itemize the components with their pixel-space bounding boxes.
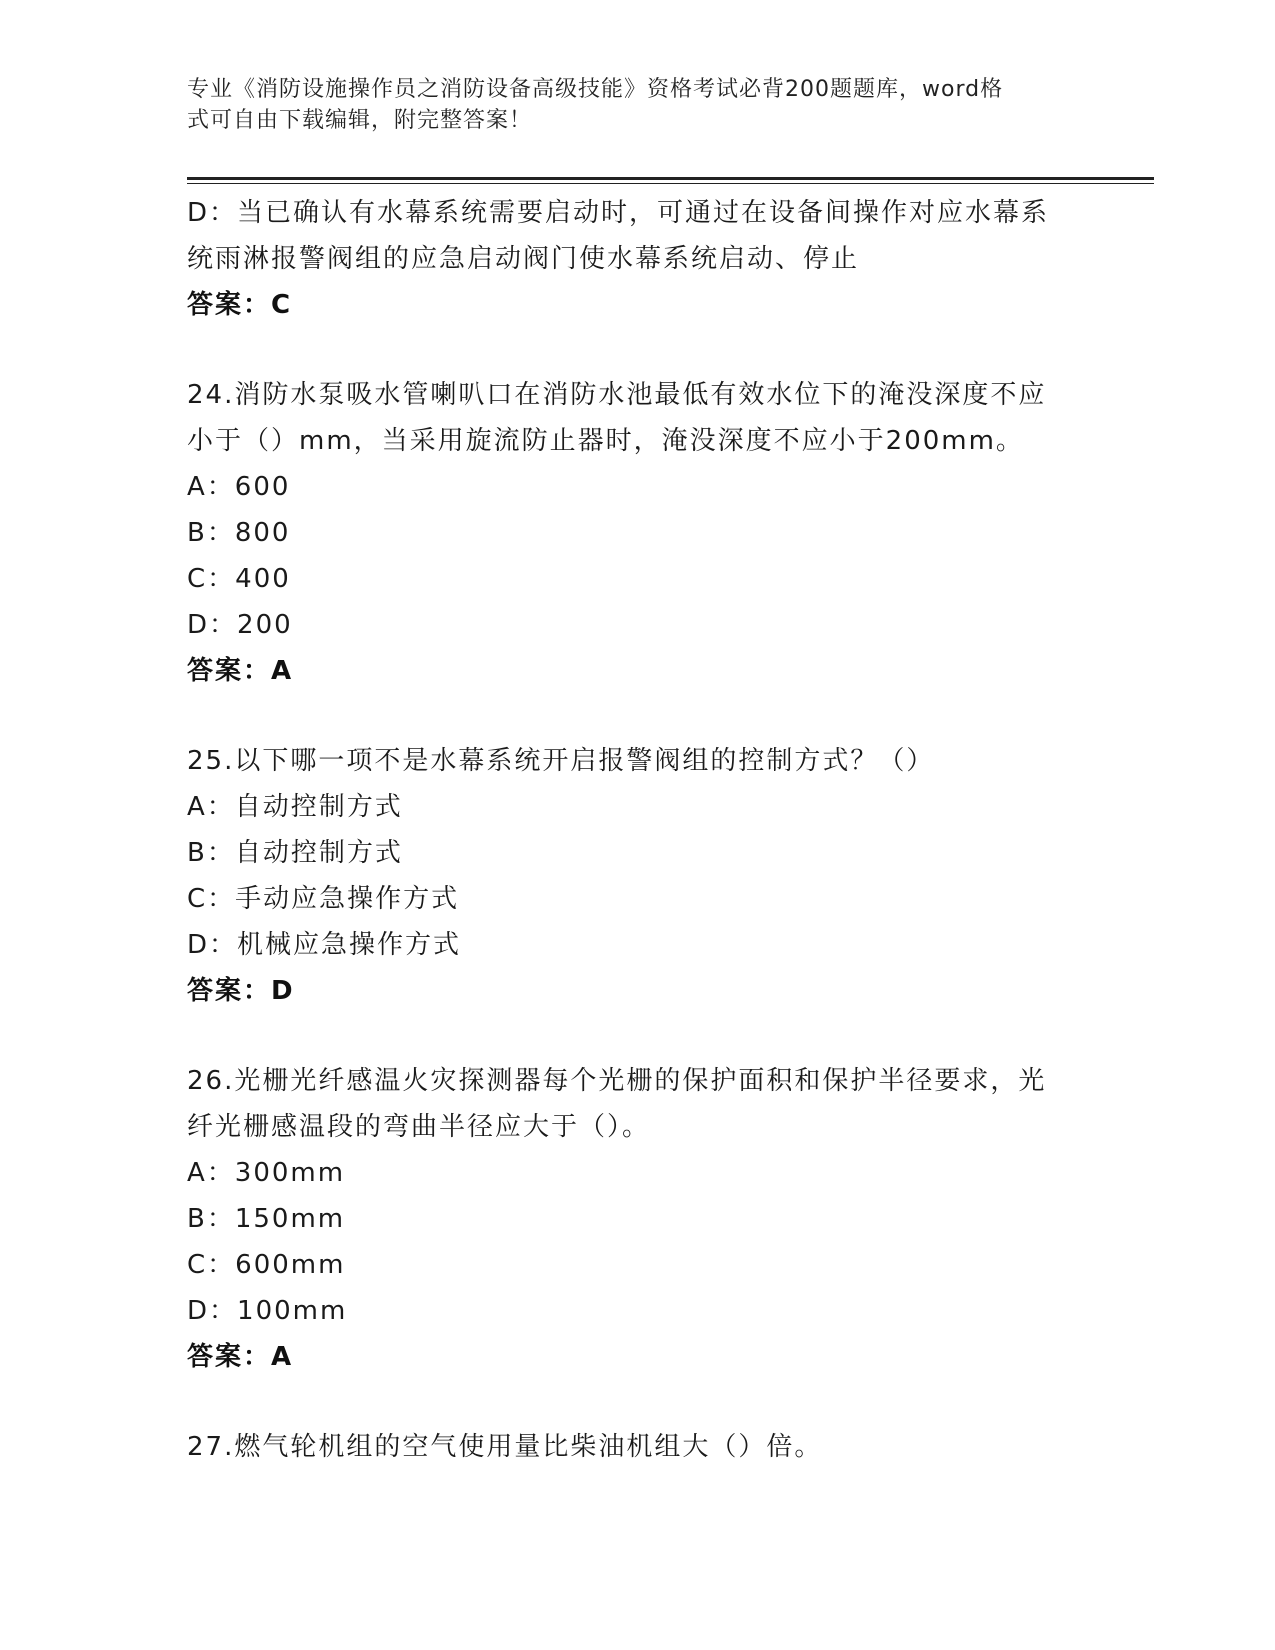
question-stem-line-1: 25.以下哪一项不是水幕系统开启报警阀组的控制方式？（） bbox=[187, 746, 935, 776]
spacer bbox=[187, 694, 1087, 738]
option-c: C：600mm bbox=[187, 1250, 346, 1280]
option-b: B：自动控制方式 bbox=[187, 838, 403, 868]
question-26 bbox=[187, 1058, 1087, 1380]
header-line-2: 式可自由下载编辑，附完整答案！ bbox=[187, 108, 533, 133]
option-d-line-1: D：当已确认有水幕系统需要启动时，可通过在设备间操作对应水幕系 bbox=[187, 198, 1050, 228]
option-a: A：300mm bbox=[187, 1158, 346, 1188]
header-divider-thick bbox=[187, 177, 1154, 180]
header-line-1: 专业《消防设施操作员之消防设备高级技能》资格考试必背200题题库，word格 bbox=[187, 77, 1004, 102]
option-b: B：150mm bbox=[187, 1204, 346, 1234]
question-stem-line-2: 纤光栅感温段的弯曲半径应大于（）。 bbox=[187, 1112, 651, 1142]
question-stem-line-2: 小于（）mm，当采用旋流防止器时，淹没深度不应小于200mm。 bbox=[187, 426, 1024, 456]
document-header bbox=[187, 74, 1067, 136]
answer-line: 答案：A bbox=[187, 656, 294, 686]
spacer bbox=[187, 1380, 1087, 1424]
question-24 bbox=[187, 372, 1087, 694]
answer-line: 答案：A bbox=[187, 1342, 294, 1372]
option-d-line-2: 统雨淋报警阀组的应急启动阀门使水幕系统启动、停止 bbox=[187, 244, 860, 274]
spacer bbox=[187, 328, 1087, 372]
question-25 bbox=[187, 738, 1087, 1014]
option-b: B：800 bbox=[187, 518, 291, 548]
option-c: C：手动应急操作方式 bbox=[187, 884, 460, 914]
option-d: D：机械应急操作方式 bbox=[187, 930, 462, 960]
question-stem-line-1: 27.燃气轮机组的空气使用量比柴油机组大（）倍。 bbox=[187, 1432, 823, 1462]
option-d: D：100mm bbox=[187, 1296, 348, 1326]
header-divider-thin bbox=[187, 183, 1154, 184]
carryover-question bbox=[187, 190, 1087, 328]
option-c: C：400 bbox=[187, 564, 291, 594]
answer-line: 答案：D bbox=[187, 976, 295, 1006]
answer-line: 答案：C bbox=[187, 290, 293, 320]
option-d: D：200 bbox=[187, 610, 293, 640]
spacer bbox=[187, 1014, 1087, 1058]
question-stem-line-1: 24.消防水泵吸水管喇叭口在消防水池最低有效水位下的淹没深度不应 bbox=[187, 380, 1047, 410]
option-a: A：600 bbox=[187, 472, 291, 502]
option-a: A：自动控制方式 bbox=[187, 792, 403, 822]
question-list bbox=[187, 190, 1087, 1470]
question-stem-line-1: 26.光栅光纤感温火灾探测器每个光栅的保护面积和保护半径要求，光 bbox=[187, 1066, 1047, 1096]
question-27 bbox=[187, 1424, 1087, 1470]
